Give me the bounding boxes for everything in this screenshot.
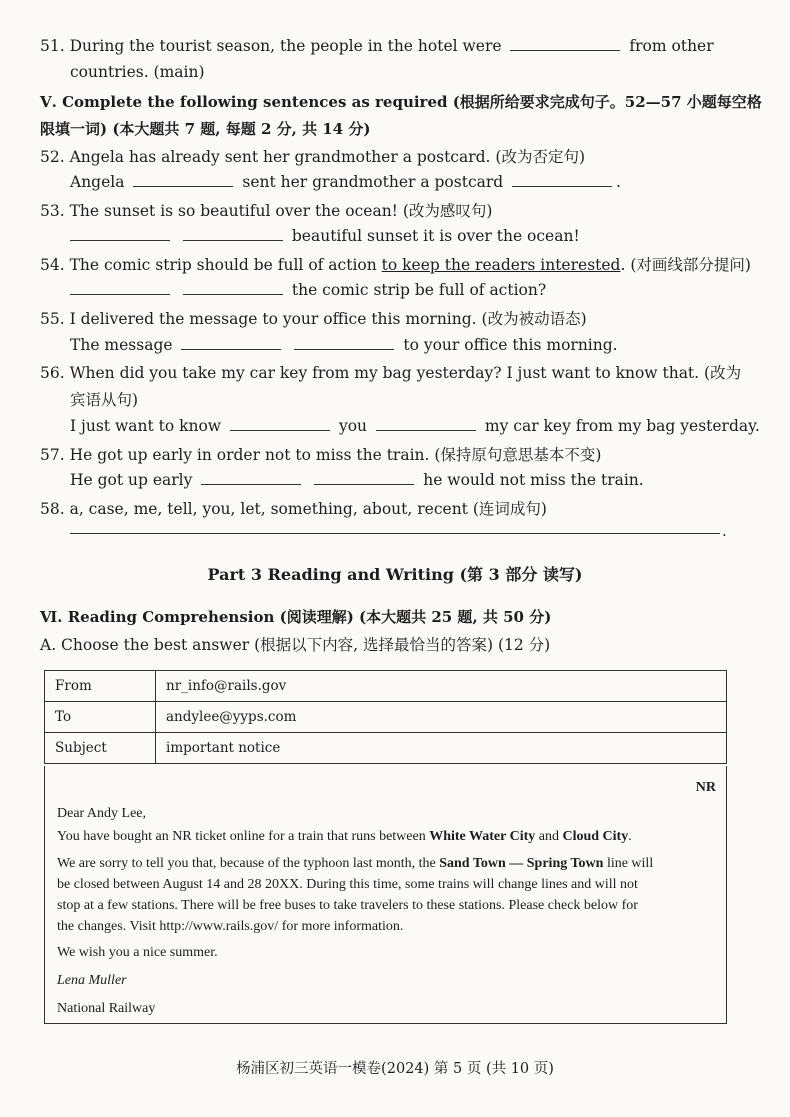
question-54 [40,253,751,275]
question-52-answer [70,172,621,191]
answer-blank[interactable] [70,226,170,241]
email-paragraph-2 [57,853,719,937]
q54-text-pre: 54. The comic strip should be full of action [40,256,377,274]
q57-text-a: He got up early [70,471,193,489]
q56-text-a: I just want to know [70,417,222,435]
p1-end: . [628,829,632,844]
q51-text-a: 51. During the tourist season, the people in the hotel were [40,37,502,55]
email-from-row [45,671,727,702]
email-subject-row [45,733,727,764]
q52-text-a: Angela [70,173,125,191]
answer-blank[interactable] [510,36,620,51]
nr-logo: NR [695,780,716,795]
email-paragraph-1 [57,826,719,847]
email-organization: National Railway [57,1001,156,1016]
q54-text-post: . (对画线部分提问) [620,256,751,274]
from-label: From [45,671,156,702]
email-body [44,766,727,1024]
p1-text: You have bought an NR ticket online for a train that runs between [57,829,426,844]
city-white-water: White Water City [429,829,536,844]
answer-blank[interactable] [181,335,281,350]
subject-value: important notice [156,733,727,764]
section-5-title-2: 限填一词) (本大题共 7 题, 每题 2 分, 共 14 分) [40,120,371,138]
question-56-cont: 宾语从句) [70,391,139,409]
section-6-subtitle: A. Choose the best answer (根据以下内容, 选择最恰当的答案) (12 分) [40,636,551,654]
answer-blank[interactable] [70,280,170,295]
question-51-cont: countries. (main) [70,63,205,81]
email-header-table [44,670,727,764]
q51-text-b: from other [629,37,714,55]
question-56: 56. When did you take my car key from my bag yesterday? I just want to know that. (改为 [40,364,742,382]
answer-line[interactable] [70,533,720,534]
answer-blank[interactable] [314,470,414,485]
answer-blank[interactable] [230,416,330,431]
email-closing: We wish you a nice summer. [57,945,218,960]
email-to-row [45,702,727,733]
answer-blank[interactable] [183,280,283,295]
q53-text-a: beautiful sunset it is over the ocean! [291,227,580,245]
question-52: 52. Angela has already sent her grandmother a postcard. (改为否定句) [40,148,585,166]
p2-text-c: line will [606,856,654,871]
email-greeting: Dear Andy Lee, [57,806,147,821]
q58-period: . [722,522,727,540]
q54-underlined: to keep the readers interested [381,256,621,274]
question-55: 55. I delivered the message to your office this morning. (改为被动语态) [40,310,587,328]
to-value: andylee@yyps.com [156,702,727,733]
p2-line-3: stop at a few stations. There will be free buses to take travelers to these stations. Please check below for [57,898,638,913]
p2-line-1 [57,853,719,874]
q55-text-b: to your office this morning. [403,336,618,354]
answer-blank[interactable] [294,335,394,350]
q56-text-b: you [338,417,368,435]
p2-text-a: We are sorry to tell you that, because of the typhoon last month, the [57,856,436,871]
section-5-title: Ⅴ. Complete the following sentences as required (根据所给要求完成句子。52—57 小题每空格 [40,93,762,111]
section-6-title: Ⅵ. Reading Comprehension (阅读理解) (本大题共 25 题, 共 50 分) [40,608,552,626]
question-56-answer [70,416,760,435]
part-3-heading: Part 3 Reading and Writing (第 3 部分 读写) [207,565,583,584]
question-57: 57. He got up early in order not to miss the train. (保持原句意思基本不变) [40,446,602,464]
email-signature: Lena Muller [57,973,127,988]
answer-blank[interactable] [376,416,476,431]
question-58: 58. a, case, me, tell, you, let, something, about, recent (连词成句) [40,500,547,518]
question-51 [40,36,714,55]
question-57-answer [70,470,644,489]
question-53: 53. The sunset is so beautiful over the ocean! (改为感叹句) [40,202,493,220]
q55-text-a: The message [70,336,173,354]
question-55-answer [70,335,618,354]
p1-and: and [538,829,559,844]
question-54-answer [70,280,546,299]
page-footer: 杨浦区初三英语一模卷(2024) 第 5 页 (共 10 页) [236,1061,554,1077]
p2-line-2: be closed between August 14 and 28 20XX. During this time, some trains will change lines and will not [57,877,638,892]
question-53-answer [70,226,580,245]
line-name: Sand Town — Spring Town [439,856,604,871]
q56-text-c: my car key from my bag yesterday. [484,417,760,435]
subject-label: Subject [45,733,156,764]
to-label: To [45,702,156,733]
answer-blank[interactable] [201,470,301,485]
answer-blank[interactable] [133,172,233,187]
q52-text-b: sent her grandmother a postcard [242,173,504,191]
q54-text-a: the comic strip be full of action? [291,281,547,299]
q52-text-c: . [616,173,622,191]
answer-blank[interactable] [183,226,283,241]
q57-text-b: he would not miss the train. [423,471,644,489]
from-value: nr_info@rails.gov [156,671,727,702]
p2-line-4: the changes. Visit http://www.rails.gov/ for more information. [57,919,404,934]
answer-blank[interactable] [512,172,612,187]
city-cloud: Cloud City [562,829,629,844]
